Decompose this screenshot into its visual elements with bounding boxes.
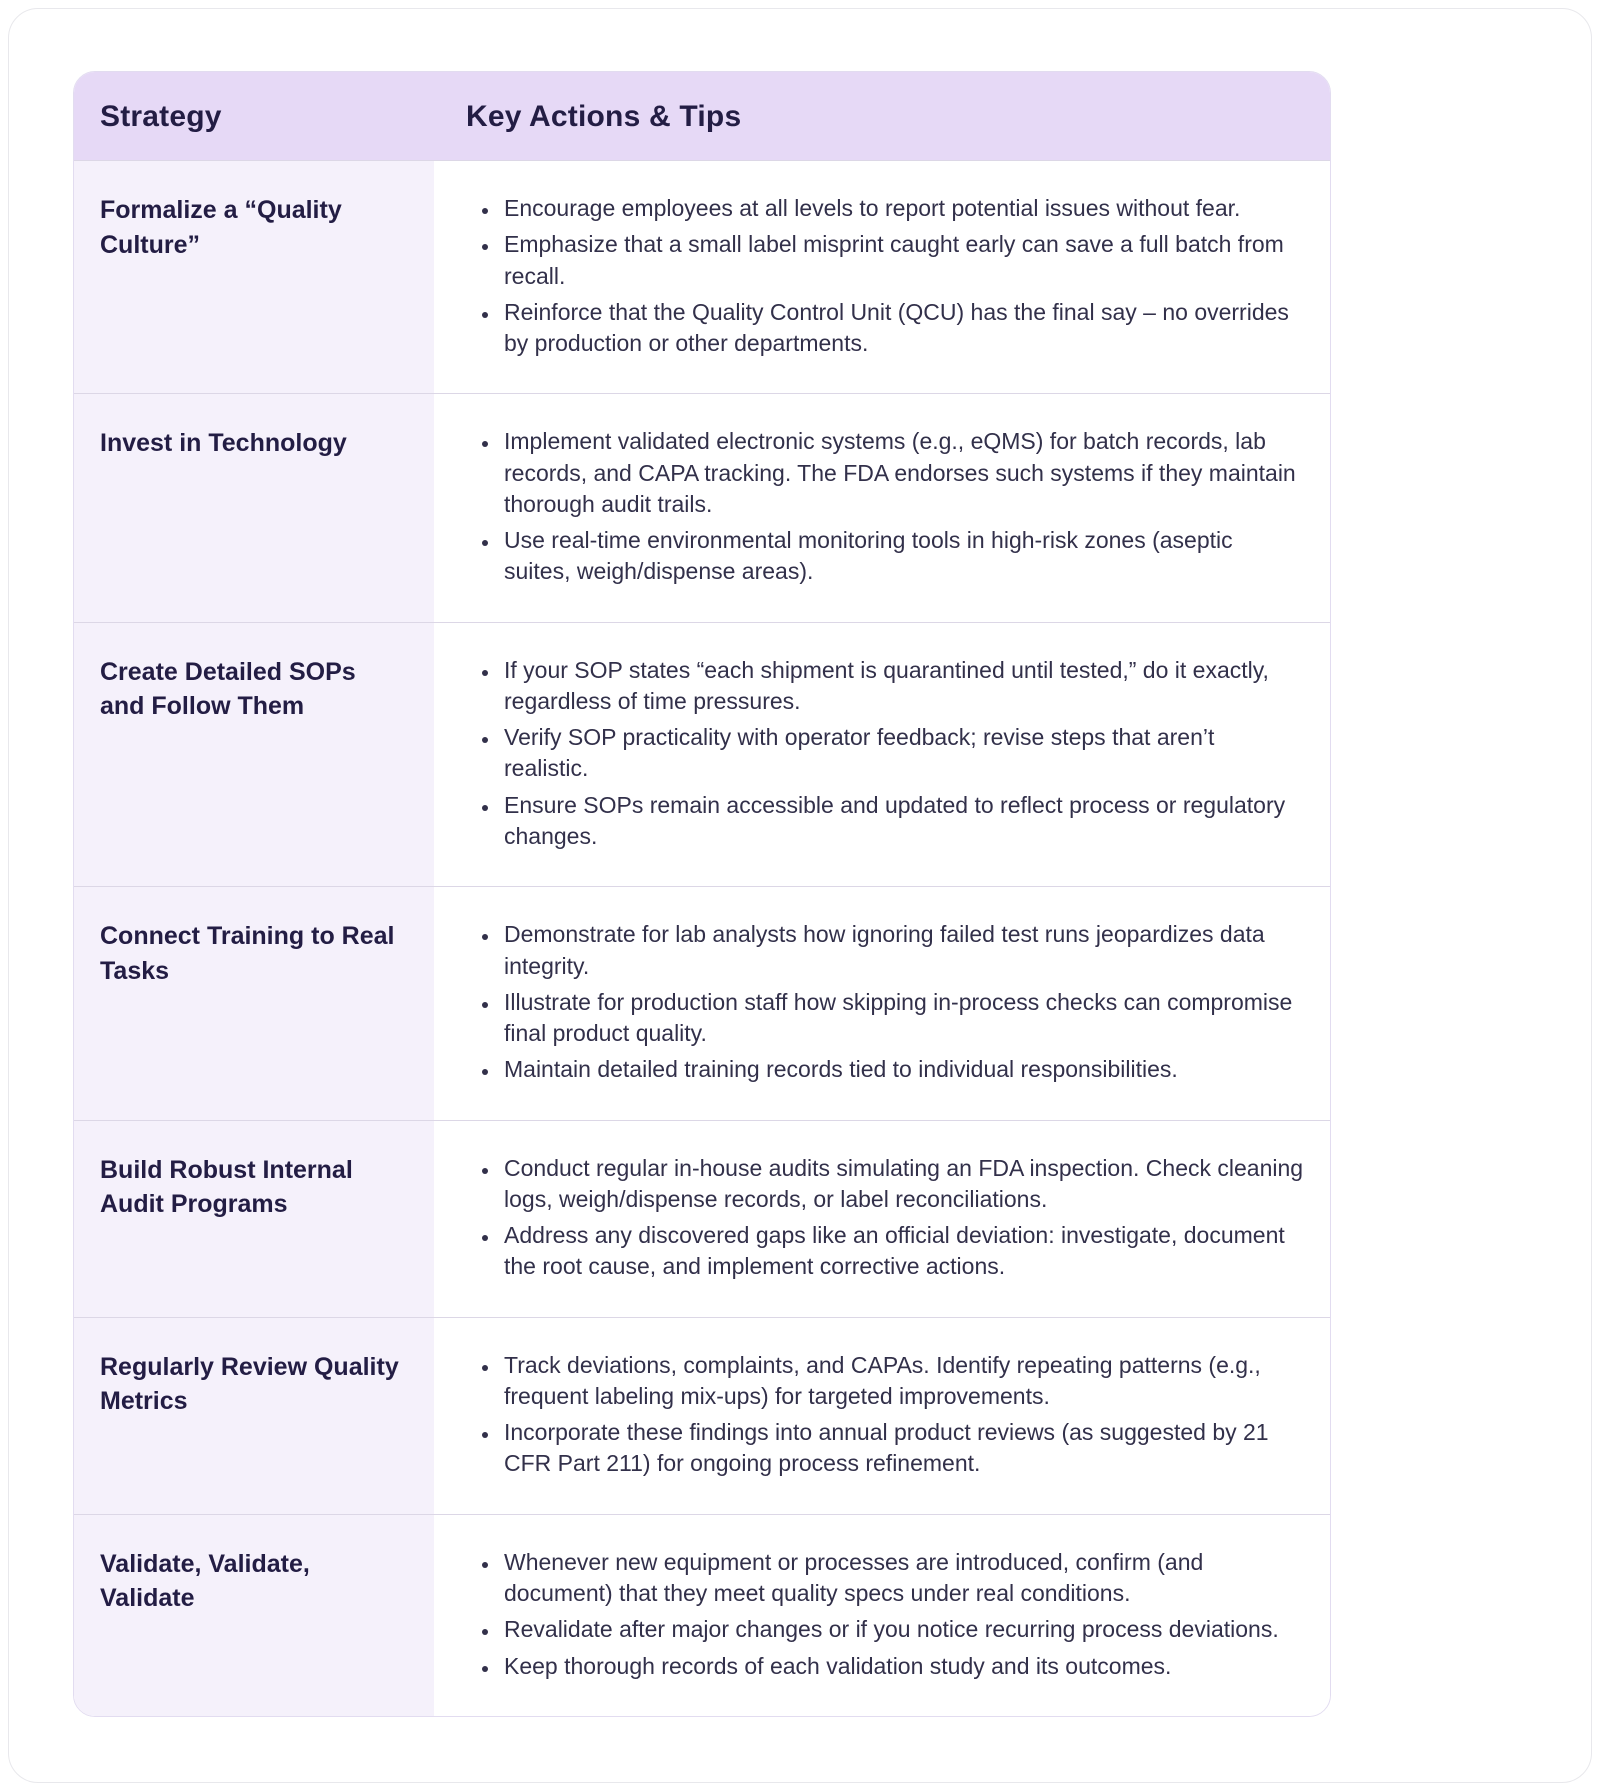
tips-list [466, 655, 1304, 853]
tip-item: • Whenever new equipment or processes are introduced, confirm (and document) that they meet quality specs under real conditions. [500, 1547, 1304, 1610]
tip-item: • Implement validated electronic systems (e.g., eQMS) for batch records, lab records, and CAPA tracking. The FDA endorses such systems if they maintain thorough audit trails. [500, 426, 1304, 520]
tips-list [466, 193, 1304, 359]
strategy-cell: Build Robust Internal Audit Programs [74, 1121, 434, 1317]
table-row [74, 160, 1330, 393]
table-row [74, 1317, 1330, 1514]
table-row [74, 1514, 1330, 1716]
tips-cell [434, 161, 1330, 393]
tip-item: • Emphasize that a small label misprint caught early can save a full batch from recall. [500, 229, 1304, 292]
tips-cell [434, 1515, 1330, 1716]
tips-cell [434, 394, 1330, 621]
strategy-cell: Validate, Validate, Validate [74, 1515, 434, 1716]
strategy-cell: Invest in Technology [74, 394, 434, 621]
tip-item: • Illustrate for production staff how skipping in-process checks can compromise final product quality. [500, 987, 1304, 1050]
table-row [74, 393, 1330, 621]
strategy-cell: Formalize a “Quality Culture” [74, 161, 434, 393]
table-row [74, 622, 1330, 887]
tips-cell [434, 623, 1330, 887]
column-header-key-actions: Key Actions & Tips [466, 100, 742, 133]
tip-item: • Verify SOP practicality with operator feedback; revise steps that aren’t realistic. [500, 722, 1304, 785]
tip-item: • Conduct regular in-house audits simulating an FDA inspection. Check cleaning logs, weigh/dispense records, or label reconciliations. [500, 1153, 1304, 1216]
table-row [74, 1120, 1330, 1317]
tip-item: • Track deviations, complaints, and CAPAs. Identify repeating patterns (e.g., frequent labeling mix-ups) for targeted improvements. [500, 1350, 1304, 1413]
tips-cell [434, 1121, 1330, 1317]
table-header-row [74, 72, 1330, 160]
strategy-cell: Connect Training to Real Tasks [74, 887, 434, 1119]
column-header-strategy: Strategy [100, 100, 222, 133]
tips-list [466, 426, 1304, 587]
page-background [8, 8, 1592, 1783]
tips-list [466, 1153, 1304, 1283]
tip-item: • Maintain detailed training records tied to individual responsibilities. [500, 1054, 1304, 1085]
tip-item: • Use real-time environmental monitoring tools in high-risk zones (aseptic suites, weigh/dispense areas). [500, 525, 1304, 588]
tip-item: • If your SOP states “each shipment is quarantined until tested,” do it exactly, regardless of time pressures. [500, 655, 1304, 718]
tips-list [466, 1547, 1304, 1682]
tips-cell [434, 1318, 1330, 1514]
tips-list [466, 1350, 1304, 1480]
tip-item: • Reinforce that the Quality Control Unit (QCU) has the final say – no overrides by production or other departments. [500, 297, 1304, 360]
tip-item: • Incorporate these findings into annual product reviews (as suggested by 21 CFR Part 211) for ongoing process refinement. [500, 1417, 1304, 1480]
tip-item: • Keep thorough records of each validation study and its outcomes. [500, 1651, 1304, 1682]
tips-cell [434, 887, 1330, 1119]
tip-item: • Address any discovered gaps like an official deviation: investigate, document the root cause, and implement corrective actions. [500, 1220, 1304, 1283]
tip-item: • Encourage employees at all levels to report potential issues without fear. [500, 193, 1304, 224]
table-body [74, 160, 1330, 1716]
tip-item: • Revalidate after major changes or if you notice recurring process deviations. [500, 1614, 1304, 1645]
tip-item: • Ensure SOPs remain accessible and updated to reflect process or regulatory changes. [500, 790, 1304, 853]
tip-item: • Demonstrate for lab analysts how ignoring failed test runs jeopardizes data integrity. [500, 919, 1304, 982]
strategy-cell: Regularly Review Quality Metrics [74, 1318, 434, 1514]
strategy-table [73, 71, 1331, 1717]
table-row [74, 886, 1330, 1119]
tips-list [466, 919, 1304, 1085]
strategy-cell: Create Detailed SOPs and Follow Them [74, 623, 434, 887]
